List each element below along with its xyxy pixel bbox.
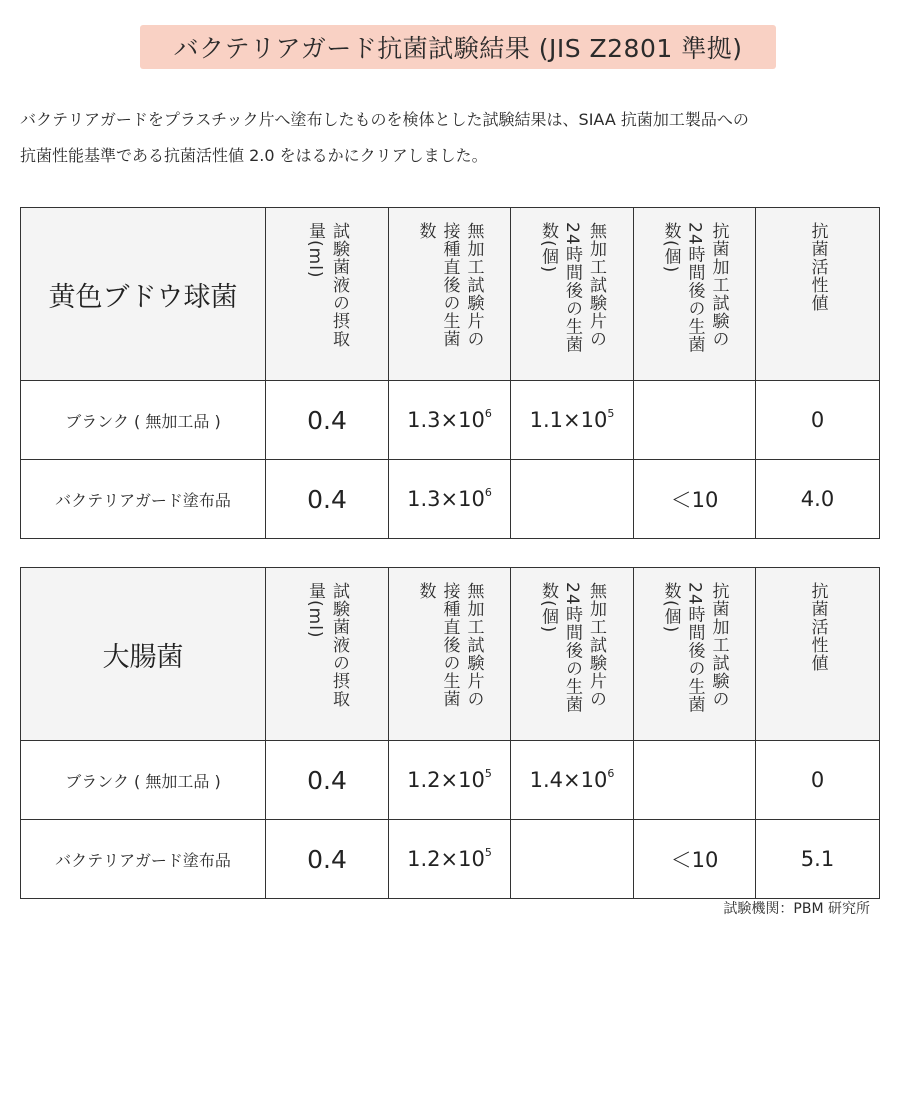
header-intake-label: 試験菌液の摂取量(ml) <box>305 222 349 348</box>
intro-text <box>20 102 885 174</box>
sample-label: バクテリアガード塗布品 <box>21 820 266 899</box>
header-activity-label: 抗菌活性値 <box>807 222 828 312</box>
header-initial-count <box>389 568 511 741</box>
table-row <box>21 381 880 460</box>
initial-count-base: 1.3×10 <box>407 487 485 511</box>
intake-value: 0.4 <box>266 460 389 539</box>
initial-count-base: 1.3×10 <box>407 408 485 432</box>
testing-institution-note: 試験機関：PBM 研究所 <box>723 901 870 917</box>
intake-value: 0.4 <box>266 381 389 460</box>
header-untreated-24h <box>511 208 634 381</box>
initial-count-value <box>389 381 511 460</box>
initial-count-exponent: 6 <box>484 407 492 420</box>
intake-value: 0.4 <box>266 741 389 820</box>
header-treated-24h <box>634 208 756 381</box>
initial-count-base: 1.2×10 <box>407 768 485 792</box>
header-untreated-24h-label: 無加工試験片の24時間後の生菌数(個) <box>538 222 606 354</box>
header-intake-label: 試験菌液の摂取量(ml) <box>305 582 349 708</box>
untreated-24h-exponent: 6 <box>607 767 615 780</box>
header-activity <box>756 568 880 741</box>
untreated-24h-value <box>511 741 634 820</box>
header-initial-count <box>389 208 511 381</box>
header-untreated-24h-label: 無加工試験片の24時間後の生菌数(個) <box>538 582 606 714</box>
intake-value: 0.4 <box>266 820 389 899</box>
table-header-row <box>21 568 880 741</box>
page-title: バクテリアガード抗菌試験結果 (JIS Z2801 準拠) <box>173 34 743 63</box>
sample-label: バクテリアガード塗布品 <box>21 460 266 539</box>
treated-24h-value <box>634 741 756 820</box>
results-table-ecoli <box>20 567 880 899</box>
header-untreated-24h <box>511 568 634 741</box>
table-header-row <box>21 208 880 381</box>
intro-line-1: バクテリアガードをプラスチック片へ塗布したものを検体とした試験結果は、SIAA 抗菌加工製品への <box>20 110 749 129</box>
table-row <box>21 460 880 539</box>
treated-24h-value <box>634 381 756 460</box>
initial-count-exponent: 5 <box>484 846 492 859</box>
table-row <box>21 741 880 820</box>
header-treated-24h-label: 抗菌加工試験の24時間後の生菌数(個) <box>660 582 729 714</box>
initial-count-value <box>389 460 511 539</box>
header-treated-24h-label: 抗菌加工試験の24時間後の生菌数(個) <box>660 222 729 354</box>
activity-value: 4.0 <box>756 460 880 539</box>
activity-value: 5.1 <box>756 820 880 899</box>
header-activity-label: 抗菌活性値 <box>807 582 828 672</box>
untreated-24h-base: 1.4×10 <box>529 768 608 792</box>
initial-count-exponent: 6 <box>484 486 492 499</box>
intro-line-2: 抗菌性能基準である抗菌活性値 2.0 をはるかにクリアしました。 <box>20 146 488 165</box>
untreated-24h-base: 1.1×10 <box>529 408 608 432</box>
header-initial-count-label: 無加工試験片の接種直後の生菌数 <box>415 222 484 348</box>
header-intake <box>266 208 389 381</box>
header-intake <box>266 568 389 741</box>
bacteria-name: 黄色ブドウ球菌 <box>21 208 266 381</box>
treated-24h-value: ＜10 <box>634 820 756 899</box>
header-initial-count-label: 無加工試験片の接種直後の生菌数 <box>415 582 484 708</box>
activity-value: 0 <box>756 381 880 460</box>
page-title-banner <box>140 25 776 69</box>
initial-count-value <box>389 741 511 820</box>
untreated-24h-value <box>511 460 634 539</box>
header-treated-24h <box>634 568 756 741</box>
untreated-24h-value <box>511 381 634 460</box>
activity-value: 0 <box>756 741 880 820</box>
table-row <box>21 820 880 899</box>
sample-label: ブランク ( 無加工品 ) <box>21 741 266 820</box>
untreated-24h-exponent: 5 <box>607 407 615 420</box>
bacteria-name: 大腸菌 <box>21 568 266 741</box>
header-activity <box>756 208 880 381</box>
treated-24h-value: ＜10 <box>634 460 756 539</box>
initial-count-base: 1.2×10 <box>407 847 485 871</box>
results-table-staph <box>20 207 880 539</box>
initial-count-value <box>389 820 511 899</box>
sample-label: ブランク ( 無加工品 ) <box>21 381 266 460</box>
initial-count-exponent: 5 <box>484 767 492 780</box>
untreated-24h-value <box>511 820 634 899</box>
